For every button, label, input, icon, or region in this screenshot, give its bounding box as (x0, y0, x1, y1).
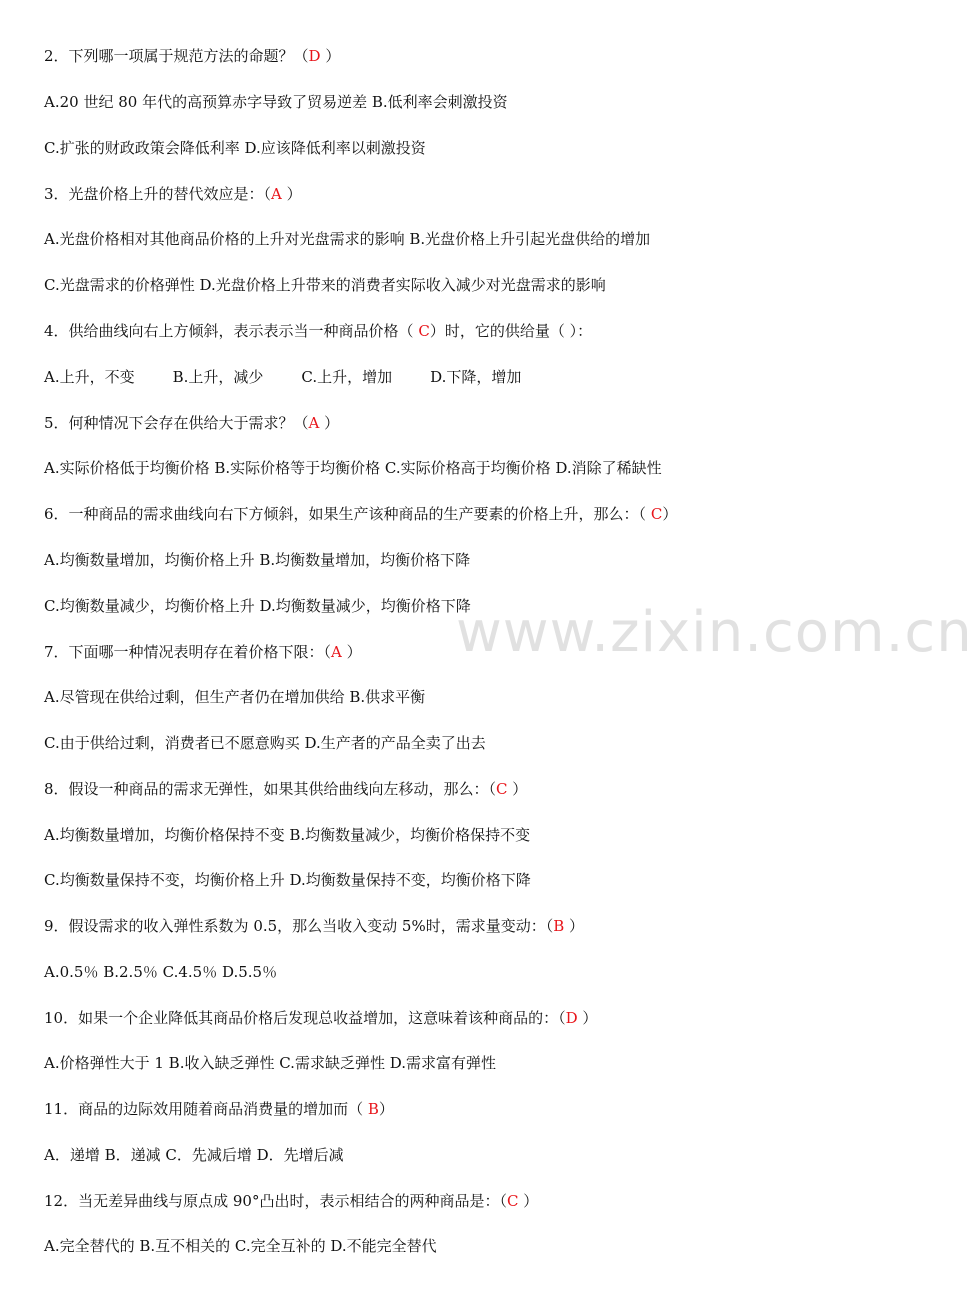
option-d: D.下降，增加 (430, 368, 522, 386)
option-b: B.上升，减少 (172, 368, 264, 386)
question-8-stem (44, 779, 527, 799)
question-stem-text: ） (319, 414, 340, 432)
question-12-options-1: A.完全替代的 B.互不相关的 C.完全互补的 D.不能完全替代 (44, 1237, 437, 1255)
question-3-options-1: A.光盘价格相对其他商品价格的上升对光盘需求的影响 B.光盘价格上升引起光盘供给的增加 (44, 230, 651, 248)
question-stem-text: ） (564, 917, 585, 935)
question-4-stem (44, 321, 592, 341)
answer-letter: A (308, 414, 320, 432)
question-stem-text: ） (281, 185, 302, 203)
question-3-options-2: C.光盘需求的价格弹性 D.光盘价格上升带来的消费者实际收入减少对光盘需求的影响 (44, 276, 606, 294)
question-11-options-1: A．递增 B．递减 C．先减后增 D．先增后减 (44, 1146, 344, 1164)
question-stem-text: 12．当无差异曲线与原点成 90°凸出时，表示相结合的两种商品是：（ (44, 1192, 507, 1210)
answer-letter: C (496, 780, 508, 798)
question-stem-text: ） (662, 505, 678, 523)
question-stem-text: 2．下列哪一项属于规范方法的命题？（ (44, 47, 309, 65)
question-4-options (44, 367, 521, 387)
question-2-options-1: A.20 世纪 80 年代的高预算赤字导致了贸易逆差 B.低利率会刺激投资 (44, 93, 508, 111)
question-9-stem (44, 916, 584, 936)
question-10-options-1: A.价格弹性大于 1 B.收入缺乏弹性 C.需求缺乏弹性 D.需求富有弹性 (44, 1054, 496, 1072)
question-12-stem (44, 1191, 538, 1211)
answer-letter: C (506, 1192, 519, 1210)
question-7-options-2: C.由于供给过剩，消费者已不愿意购买 D.生产者的产品全卖了出去 (44, 734, 486, 752)
option-a: A.上升，不变 (44, 368, 135, 386)
question-stem-text: 6．一种商品的需求曲线向右下方倾斜，如果生产该种商品的生产要素的价格上升，那么：（ (44, 505, 651, 523)
question-stem-text: ） (507, 780, 528, 798)
question-2-stem (44, 46, 340, 66)
answer-letter: A (271, 185, 282, 203)
question-3-stem (44, 184, 302, 204)
question-stem-text: ） (577, 1009, 598, 1027)
question-stem-text: 3．光盘价格上升的替代效应是：（ (44, 185, 272, 203)
answer-letter: D (308, 47, 321, 65)
question-8-options-2: C.均衡数量保持不变，均衡价格上升 D.均衡数量保持不变，均衡价格下降 (44, 871, 531, 889)
question-stem-text: ） (518, 1192, 539, 1210)
question-stem-text: 10．如果一个企业降低其商品价格后发现总收益增加，这意味着该种商品的：（ (44, 1009, 566, 1027)
question-7-options-1: A.尽管现在供给过剩，但生产者仍在增加供给 B.供求平衡 (44, 688, 426, 706)
question-5-options-1: A.实际价格低于均衡价格 B.实际价格等于均衡价格 C.实际价格高于均衡价格 D.消除了稀缺性 (44, 459, 662, 477)
question-6-stem (44, 504, 677, 524)
question-stem-text: 4．供给曲线向右上方倾斜，表示表示当一种商品价格（ (44, 322, 419, 340)
question-11-stem (44, 1099, 394, 1119)
answer-letter: B (367, 1100, 379, 1118)
question-stem-text: 7．下面哪一种情况表明存在着价格下限：（ (44, 643, 332, 661)
answer-letter: C (418, 322, 430, 340)
question-9-options-1: A.0.5％ B.2.5％ C.4.5％ D.5.5％ (44, 963, 278, 981)
question-5-stem (44, 413, 339, 433)
question-stem-text: 9．假设需求的收入弹性系数为 0.5，那么当收入变动 5%时，需求量变动：（ (44, 917, 554, 935)
question-6-options-1: A.均衡数量增加，均衡价格上升 B.均衡数量增加，均衡价格下降 (44, 551, 471, 569)
answer-letter: C (650, 505, 663, 523)
question-stem-text: ）时，它的供给量（ ）： (429, 322, 593, 340)
question-2-options-2: C.扩张的财政政策会降低利率 D.应该降低利率以刺激投资 (44, 139, 426, 157)
question-7-stem (44, 642, 362, 662)
option-c: C.上升，增加 (301, 368, 393, 386)
question-stem-text: 11．商品的边际效用随着商品消费量的增加而（ (44, 1100, 368, 1118)
question-stem-text: ） (320, 47, 341, 65)
question-8-options-1: A.均衡数量增加，均衡价格保持不变 B.均衡数量减少，均衡价格保持不变 (44, 826, 531, 844)
answer-letter: B (553, 917, 565, 935)
answer-letter: D (565, 1009, 578, 1027)
question-stem-text: 5．何种情况下会存在供给大于需求？（ (44, 414, 309, 432)
question-stem-text: ） (378, 1100, 394, 1118)
question-stem-text: ） (341, 643, 362, 661)
watermark: www.zixin.com.cn (456, 600, 973, 665)
question-10-stem (44, 1008, 597, 1028)
answer-letter: A (331, 643, 342, 661)
question-6-options-2: C.均衡数量减少，均衡价格上升 D.均衡数量减少，均衡价格下降 (44, 597, 471, 615)
question-stem-text: 8．假设一种商品的需求无弹性，如果其供给曲线向左移动，那么：（ (44, 780, 497, 798)
